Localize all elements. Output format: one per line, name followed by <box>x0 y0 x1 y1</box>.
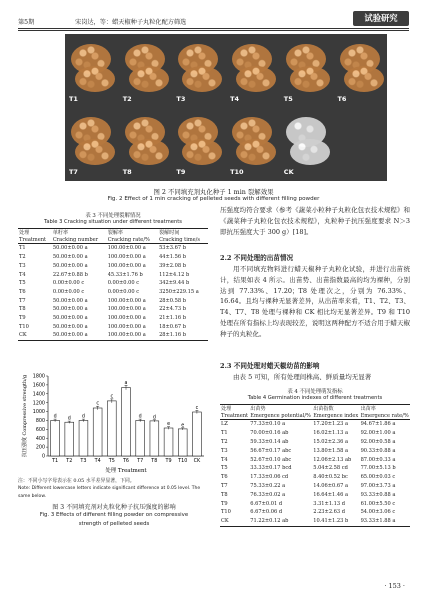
significance-letter: c <box>195 405 199 411</box>
table-cell: 94.67±1.86 a <box>360 421 396 428</box>
bar <box>107 401 116 456</box>
table-cell: 17.33±0.06 cd <box>250 474 289 481</box>
table-cell: 50.00±0.00 a <box>52 245 88 252</box>
table-cell: 59.33±0.14 ab <box>250 439 289 446</box>
panel-label: T1 <box>69 95 78 103</box>
seed-cracking-photo <box>65 34 387 181</box>
table-cell: T10 <box>19 323 29 330</box>
table-cell: 16.02±1.13 a <box>313 430 349 437</box>
table-cell: 8.40±0.52 bc <box>313 474 348 481</box>
table-cell: 17.20±1.23 a <box>313 421 349 428</box>
col-header-cn: 出苗势 <box>249 405 312 413</box>
table-cell: CK <box>18 331 52 340</box>
table-cell: 21±1.16 b <box>159 314 187 321</box>
significance-letter: e <box>181 423 185 429</box>
table-cell: T6 <box>19 288 26 295</box>
table-cell: T2 <box>19 254 26 261</box>
col-header-cn: 单籽率 <box>52 229 107 237</box>
table-cell: 90.33±0.88 a <box>360 447 396 454</box>
table-cell: T6 <box>221 474 228 481</box>
col-header-cn: 裂解时间 <box>158 229 208 237</box>
header-rule <box>18 28 409 29</box>
significance-letter: d <box>53 414 57 420</box>
table-row <box>220 420 410 429</box>
bar <box>150 421 159 456</box>
table-cell: 100.00±0.00 a <box>107 245 146 252</box>
table-row <box>220 429 410 438</box>
table-cell: 5.04±2.58 cd <box>313 465 348 472</box>
table-cell: T2 <box>221 439 228 446</box>
table-row <box>18 296 208 305</box>
significance-letter: d <box>81 414 85 420</box>
table-cell: 100.00±0.00 a <box>107 331 158 340</box>
table-row <box>18 253 208 262</box>
table-3-caption-en: Table 3 Cracking situation under different treatments <box>44 219 182 225</box>
table-cell: 50.00±0.00 a <box>52 331 107 340</box>
col-header-cn: 处理 <box>18 229 52 237</box>
table-cell: T7 <box>221 483 228 490</box>
y-axis-title: 抗压强度 Compressive strength/g <box>22 374 28 458</box>
table-cell: 28±1.16 b <box>158 331 208 340</box>
bar <box>178 429 187 456</box>
significance-letter: a <box>124 380 128 386</box>
table-cell: 87.00±0.33 a <box>360 456 396 463</box>
table-cell: 100.00±0.00 a <box>107 323 146 330</box>
table-cell: 15.02±2.36 a <box>313 439 349 446</box>
x-tick-label: T7 <box>137 458 144 464</box>
table-cell: 56.67±0.17 abc <box>250 447 292 454</box>
table-row <box>18 288 208 297</box>
table-cell: 2.23±2.63 d <box>313 509 346 516</box>
table-cell: 112±4.12 b <box>159 271 190 278</box>
table-cell: 61.00±5.50 c <box>360 500 396 507</box>
paragraph-strength: 压强度均符合要求（参考《蔬菜小粒种子丸粒化包衣技术规程》和《蔬菜种子丸粒化包衣技术规程》，丸粒种子抗压强度要求 N＞3 即抗压强度大于 300 g）[18]。 <box>220 206 410 236</box>
panel-label: T3 <box>176 95 186 103</box>
table-row <box>220 455 410 464</box>
significance-letter: d <box>138 414 142 420</box>
seed-cluster <box>236 139 276 165</box>
table-cell: T9 <box>19 314 26 321</box>
table-row <box>220 438 410 447</box>
figure-2-caption-cn: 图 2 不同填充剂丸化种子 1 min 裂解效果 <box>153 188 274 196</box>
panel-label: T4 <box>230 95 240 103</box>
journal-section-badge: 试验研究 <box>353 11 409 26</box>
table-cell: 50.00±0.00 a <box>52 323 88 330</box>
table-cell: 93.33±1.88 a <box>360 517 410 526</box>
col-header-cn: 出苗率 <box>360 405 410 413</box>
table-cell: 50.00±0.00 a <box>52 306 88 313</box>
table-row <box>18 322 208 331</box>
significance-letter: d <box>152 415 156 421</box>
table-cell: 12.06±2.13 ab <box>313 456 352 463</box>
table-row <box>220 508 410 517</box>
table-cell: T3 <box>19 262 26 269</box>
table-row <box>18 244 208 253</box>
x-tick-label: T2 <box>66 458 73 464</box>
table-cell: 93.33±0.88 a <box>360 491 396 498</box>
table-cell: 6.67±0.06 d <box>250 509 283 516</box>
table-3-caption-cn: 表 3 不同处理裂解情况 <box>85 213 141 219</box>
significance-letter: c <box>110 394 114 400</box>
seed-cluster <box>344 66 384 92</box>
seed-cluster <box>129 139 169 165</box>
table-cell: 342±9.44 b <box>159 280 190 287</box>
table-cell: 100.00±0.00 a <box>107 306 146 313</box>
seed-cluster <box>236 66 276 92</box>
table-cell: 92.00±0.58 a <box>360 439 396 446</box>
table-cell: CK <box>220 517 249 526</box>
bar <box>93 408 102 456</box>
table-cell: 65.00±0.03 c <box>360 474 396 481</box>
table-cell: 13.80±1.58 a <box>313 447 349 454</box>
bar <box>193 412 202 456</box>
table-cell: T3 <box>221 447 228 454</box>
seed-cluster <box>75 66 115 92</box>
seed-cluster <box>129 66 169 92</box>
y-tick-label: 1600 <box>32 383 45 389</box>
table-cell: T10 <box>221 509 231 516</box>
table-cell: T7 <box>19 297 26 304</box>
table-cell: T4 <box>19 271 26 278</box>
table-cell: 76.33±0.02 a <box>250 491 286 498</box>
panel-label: T10 <box>230 168 244 176</box>
section-2-3-heading: 2.3 不同处理对蜡天椒幼苗的影响 <box>220 362 320 370</box>
table-cell: T1 <box>19 245 26 252</box>
seed-cluster <box>290 66 330 92</box>
table-row <box>220 447 410 456</box>
table-cell: 53±3.67 b <box>159 245 187 252</box>
table-4-caption-en: Table 4 Germination indexes of different treatments <box>247 395 383 401</box>
table-row <box>18 331 208 340</box>
table-row <box>18 305 208 314</box>
table-row <box>220 499 410 508</box>
x-tick-label: T9 <box>165 458 172 464</box>
chart-note-en: Note: Different lowercase letters indicate significant difference at 0.05 level. The same below. <box>18 486 201 499</box>
table-cell: 77.33±0.10 a <box>250 421 286 428</box>
table-cell: 10.41±1.23 b <box>312 517 359 526</box>
table-cell: 100.00±0.00 a <box>107 314 146 321</box>
y-tick-label: 600 <box>35 427 45 433</box>
issue-number: 第5期 <box>18 19 35 26</box>
table-row <box>18 279 208 288</box>
table-row <box>220 517 410 526</box>
table-row <box>18 262 208 271</box>
x-tick-label: T5 <box>108 458 115 464</box>
paragraph-emergence: 用不同填充物料进行蜡天椒种子丸粒化试验，并进行出苗统计，结果如表 4 所示。出苗势、出苗指数最高的均为裸种，分别达到 77.33%、17.20；T8 处理次之，分别为 76.33%、16.64。且均与裸种无显著差异，从出苗率来看，T1、T2、T3、T4、T7、T8 处理与裸种和 CK 相比均无显著差异。T9 和 T10 处理在所有指标上均表现较差，说明这两种配方不适合用于蜡天椒种子的丸粒化。 <box>220 265 410 338</box>
y-tick-label: 1800 <box>32 374 45 380</box>
table-cell: 100.00±0.00 a <box>107 297 146 304</box>
figure-3-caption-en-line2: strength of pelleted seeds <box>78 521 150 527</box>
table-row <box>220 473 410 482</box>
figure-3-caption-en-line1: Fig. 3 Effects of different filling powder on compressive <box>39 512 189 518</box>
bar <box>79 420 88 456</box>
table-cell: 50.00±0.00 a <box>52 262 88 269</box>
table-cell: 0.00±0.00 c <box>107 280 140 287</box>
table-row <box>220 482 410 491</box>
figure-3-caption-cn: 图 3 不同填充剂对丸粒化种子抗压强度的影响 <box>52 504 176 511</box>
col-header-en: Cracking rate/% <box>107 237 158 244</box>
table-cell: 54.00±3.06 c <box>360 509 396 516</box>
col-header-en: Emergence potential/% <box>250 412 311 419</box>
col-header-en: Cracking time/s <box>158 237 208 244</box>
table-cell: 75.33±0.22 a <box>250 483 286 490</box>
table-row <box>18 270 208 279</box>
table-row <box>220 464 410 473</box>
panel-label: T8 <box>122 168 132 176</box>
panel-label: T2 <box>122 95 132 103</box>
chart-note-cn: 注：不同小写字母表示在 0.05 水平差异显著，下同。 <box>18 478 135 484</box>
y-tick-label: 400 <box>35 436 45 442</box>
x-tick-label: T3 <box>80 458 87 464</box>
y-tick-label: 1400 <box>32 392 45 398</box>
table-cell: 14.06±0.67 a <box>313 483 349 490</box>
y-tick-label: 200 <box>35 445 45 451</box>
table-cell: 100.00±0.00 a <box>107 254 146 261</box>
table-cell: T8 <box>221 491 228 498</box>
table-cell: T8 <box>19 306 26 313</box>
col-header-en: Treatment <box>221 412 249 419</box>
y-tick-label: 0 <box>41 454 45 460</box>
x-tick-label: T8 <box>151 458 158 464</box>
table-cell: 50.00±0.00 a <box>52 297 88 304</box>
table-cell: 33.33±0.17 bcd <box>250 465 292 472</box>
seed-cluster <box>182 66 222 92</box>
table-cell: 70.00±0.16 ab <box>250 430 289 437</box>
significance-letter: c <box>96 401 99 407</box>
seed-cluster <box>75 139 115 165</box>
table-cell: 0.00±0.00 c <box>52 288 85 295</box>
col-header-en: Emergence rate/% <box>360 412 409 419</box>
table-cell: 3250±229.15 a <box>159 288 199 295</box>
table-cell: LZ <box>221 421 228 428</box>
header-rule-thin <box>18 30 409 31</box>
significance-letter: d <box>67 416 71 422</box>
table-row <box>18 314 208 323</box>
table-cell: 3.31±1.13 d <box>313 500 346 507</box>
table-cell: T1 <box>221 430 228 437</box>
col-header-en: Treatment <box>18 237 52 244</box>
col-header-cn: 出苗指数 <box>312 405 359 413</box>
section-2-2-heading: 2.2 不同处理的出苗情况 <box>220 254 294 262</box>
bar <box>65 422 74 456</box>
panel-label: T7 <box>69 168 78 176</box>
table-3-body <box>18 244 208 341</box>
panel-label: T9 <box>176 168 186 176</box>
table-cell: T5 <box>221 465 228 472</box>
table-cell: T9 <box>221 500 228 507</box>
y-tick-label: 1000 <box>32 410 45 416</box>
col-header-en: Cracking number <box>52 237 107 244</box>
y-tick-label: 1200 <box>32 401 45 407</box>
table-cell: 44±1.56 b <box>159 254 187 261</box>
col-header-cn: 裂解率 <box>107 229 158 237</box>
compressive-strength-chart <box>18 370 213 480</box>
table-cell: T5 <box>19 280 26 287</box>
x-tick-label: T1 <box>52 458 59 464</box>
running-title: 宋岗达，等：蜡天椒种子丸粒化配方筛选 <box>75 19 187 26</box>
panel-label: T5 <box>283 95 293 103</box>
col-header-en: Emergence index <box>313 412 359 419</box>
table-cell: 18±0.67 b <box>159 323 187 330</box>
paragraph-seedling: 由表 5 可知，所有处理间株高、鲜质量均无显著 <box>233 373 372 381</box>
x-tick-label: T4 <box>94 458 101 464</box>
table-cell: 71.22±0.12 ab <box>249 517 312 526</box>
figure-2-caption-en: Fig. 2 Effect of 1 min cracking of pelleted seeds with different filling powder <box>107 196 320 202</box>
x-tick-label: T6 <box>122 458 130 464</box>
seed-cluster <box>182 139 222 165</box>
bar <box>51 420 60 456</box>
table-cell: 28±0.58 b <box>159 297 187 304</box>
significance-letter: e <box>167 422 171 428</box>
table-row <box>220 491 410 500</box>
table-cell: 22±4.73 b <box>159 306 187 313</box>
x-axis-title: 处理 Treatment <box>105 468 147 474</box>
bar <box>122 388 131 456</box>
table-4-caption-cn: 表 4 不同处理萌发指标 <box>287 389 343 395</box>
x-tick-label: CK <box>193 458 201 464</box>
page-number: · 153 · <box>384 582 405 590</box>
table-cell: 0.00±0.00 c <box>52 280 85 287</box>
table-cell: 50.00±0.00 a <box>52 254 88 261</box>
table-cell: 16.64±1.46 a <box>313 491 349 498</box>
table-4-body <box>220 420 410 527</box>
table-cell: 22.67±0.88 b <box>52 271 88 278</box>
x-tick-label: T10 <box>178 458 188 464</box>
table-cell: 0.00±0.00 c <box>107 288 140 295</box>
table-4 <box>220 404 410 527</box>
seed-cluster <box>290 139 330 165</box>
table-cell: 6.67±0.01 d <box>250 500 283 507</box>
table-cell: 39±2.08 b <box>159 262 187 269</box>
col-header-cn: 处理 <box>220 405 249 413</box>
panel-label: CK <box>283 168 294 176</box>
table-cell: 45.33±1.76 b <box>107 271 143 278</box>
y-tick-label: 800 <box>35 419 45 425</box>
table-cell: 52.67±0.10 abc <box>250 456 292 463</box>
table-3 <box>18 228 208 341</box>
table-cell: 92.00±1.00 a <box>360 430 396 437</box>
panel-label: T6 <box>337 95 347 103</box>
table-cell: 97.00±3.73 a <box>360 483 396 490</box>
table-cell: 50.00±0.00 a <box>52 314 88 321</box>
bar <box>164 428 173 456</box>
table-cell: 77.00±5.13 b <box>360 465 396 472</box>
table-cell: 100.00±0.00 a <box>107 262 146 269</box>
table-cell: T4 <box>221 456 228 463</box>
bar <box>136 420 145 456</box>
